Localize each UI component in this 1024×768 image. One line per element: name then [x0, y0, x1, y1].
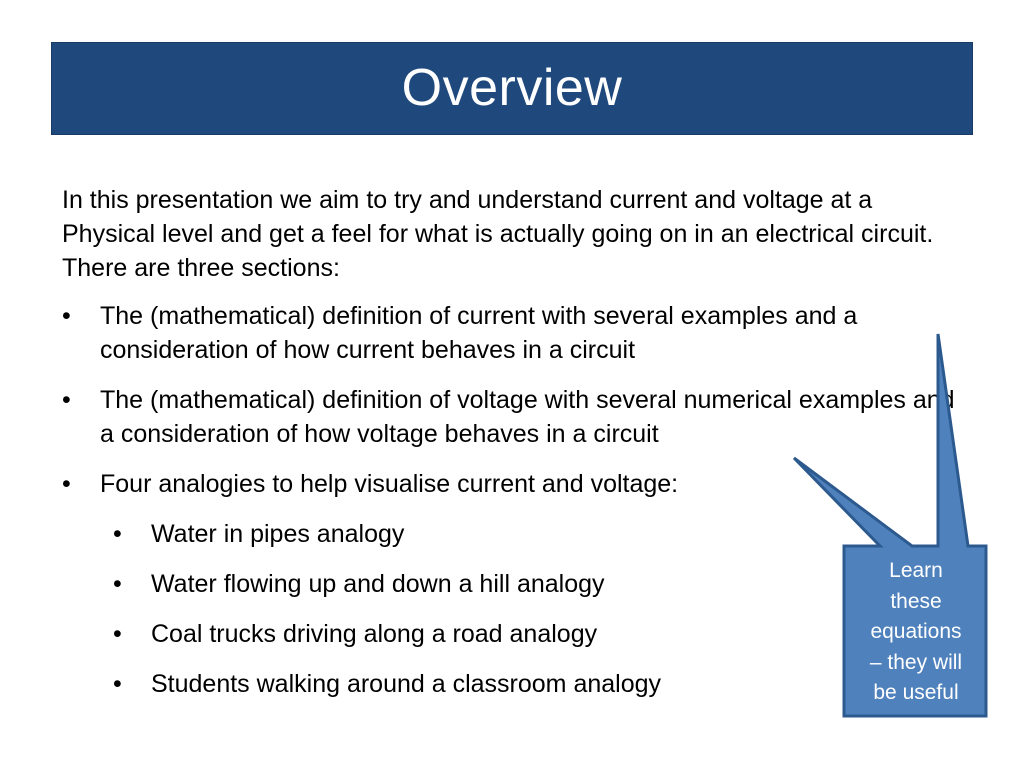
title-bar [51, 42, 973, 135]
sub-bullet-text: Coal trucks driving along a road analogy [151, 620, 598, 648]
callout-line: be useful [873, 681, 959, 704]
bullet-dot-icon: • [62, 302, 71, 330]
sub-bullet-dot-icon: • [113, 570, 122, 598]
callout-line: these [890, 589, 942, 613]
callout-line: – they will [869, 650, 963, 674]
sub-bullet-dot-icon: • [113, 520, 122, 548]
intro-paragraph: In this presentation we aim to try and understand current and voltage at a Physical level and get a feel for what is actually going on in an electrical circuit. There are three sections: [62, 186, 934, 282]
sub-bullet-text: Water in pipes analogy [151, 520, 405, 548]
sub-bullet-dot-icon: • [113, 620, 122, 648]
sub-bullet-text: Students walking around a classroom analogy [151, 670, 662, 698]
callout-line: Learn [889, 559, 943, 582]
bullet-text-analogies: Four analogies to help visualise current and voltage: [100, 470, 679, 498]
sub-bullet-dot-icon: • [113, 670, 122, 698]
slide-title: Overview [401, 58, 623, 117]
sub-bullet-text: Water flowing up and down a hill analogy [151, 570, 605, 598]
bullet-dot-icon: • [62, 470, 71, 498]
callout-text [846, 556, 986, 716]
bullet-text-current: The (mathematical) definition of current with several examples and a consideration of how current behaves in a circuit [100, 302, 858, 364]
bullet-text-voltage: The (mathematical) definition of voltage with several numerical examples and a consideration of how voltage behaves in a circuit [100, 386, 955, 448]
bullet-dot-icon: • [62, 386, 71, 414]
callout-line: equations [870, 620, 962, 643]
